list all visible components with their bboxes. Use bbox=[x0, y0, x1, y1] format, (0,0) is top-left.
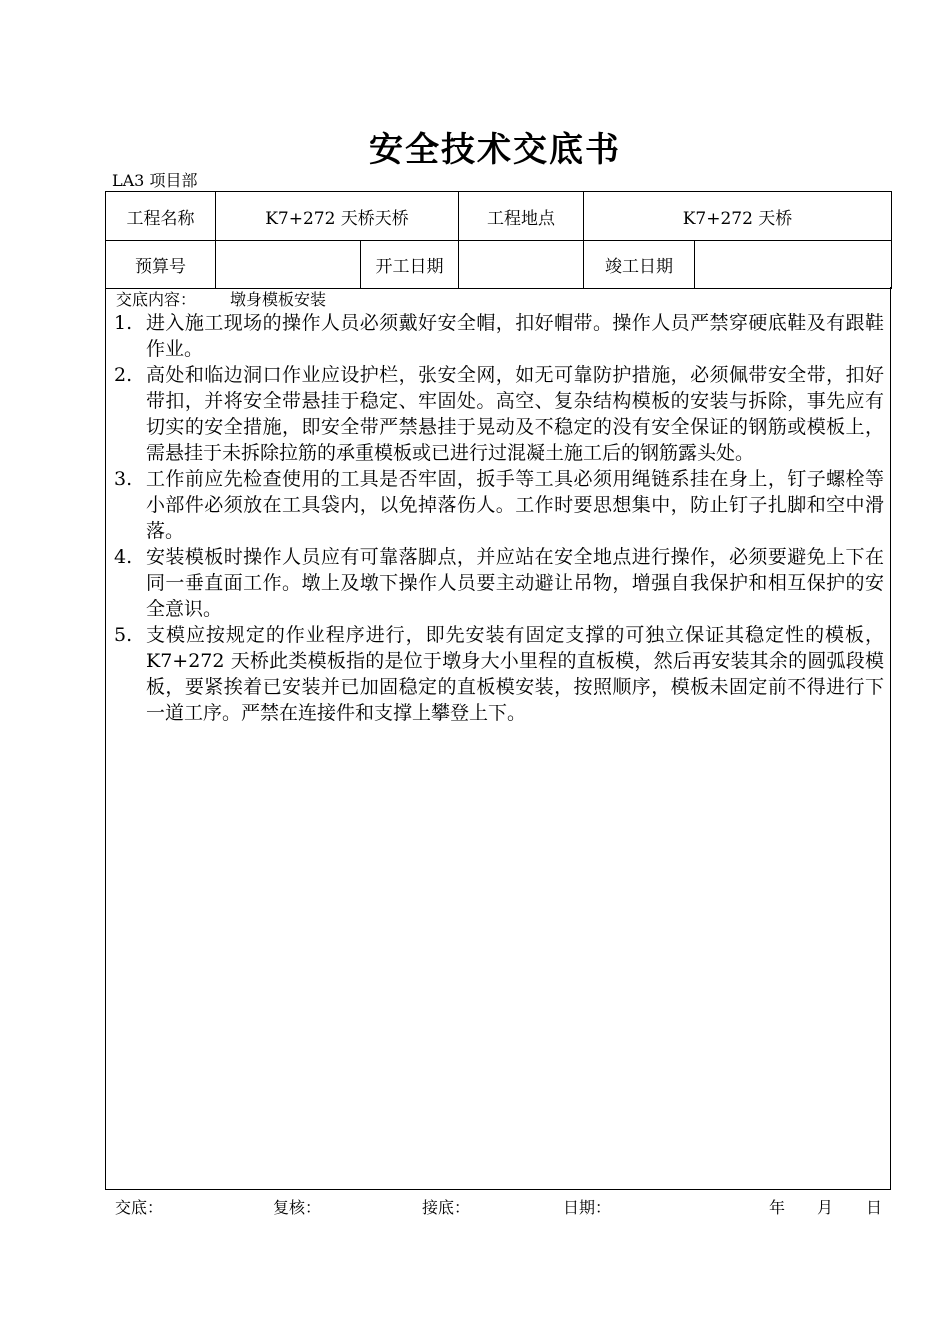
item-text: 工作前应先检查使用的工具是否牢固，扳手等工具必须用绳链系挂在身上，钉子螺栓等小部件必须放在工具袋内，以免掉落伤人。工作时要思想集中，防止钉子扎脚和空中滑落。 bbox=[146, 468, 884, 542]
briefer-label: 交底： bbox=[115, 1198, 164, 1217]
signature-footer bbox=[0, 1195, 950, 1217]
item-number: 5. bbox=[114, 624, 133, 646]
start-date-label: 开工日期 bbox=[361, 241, 459, 289]
department-label: LA3 项目部 bbox=[112, 171, 198, 190]
receiver-label: 接底： bbox=[422, 1198, 471, 1217]
list-item bbox=[114, 362, 884, 466]
item-number: 1. bbox=[114, 312, 133, 334]
table-row bbox=[106, 241, 892, 289]
start-date-value bbox=[459, 241, 584, 289]
project-info-table bbox=[105, 191, 892, 289]
list-item bbox=[114, 466, 884, 544]
year-label: 年 bbox=[769, 1198, 786, 1217]
budget-no-label: 预算号 bbox=[106, 241, 216, 289]
list-item bbox=[114, 310, 884, 362]
item-number: 2. bbox=[114, 364, 133, 386]
table-row bbox=[106, 192, 892, 241]
item-text: 高处和临边洞口作业应设护栏，张安全网，如无可靠防护措施，必须佩带安全带，扣好带扣，并将安全带悬挂于稳定、牢固处。高空、复杂结构模板的安装与拆除，事先应有切实的安全措施，即安全带严禁悬挂于晃动及不稳定的没有安全保证的钢筋或模板上，需悬挂于未拆除拉筋的承重模板或已进行过混凝土施工后的钢筋露头处。 bbox=[146, 364, 884, 464]
item-text: 进入施工现场的操作人员必须戴好安全帽，扣好帽带。操作人员严禁穿硬底鞋及有跟鞋作业。 bbox=[146, 312, 884, 360]
content-label: 交底内容： bbox=[116, 290, 197, 309]
day-label: 日 bbox=[866, 1198, 883, 1217]
item-number: 3. bbox=[114, 468, 133, 490]
list-item bbox=[114, 622, 884, 726]
project-location-value: K7+272 天桥 bbox=[584, 192, 892, 241]
end-date-value bbox=[695, 241, 892, 289]
briefing-content-box bbox=[105, 287, 891, 1190]
content-heading bbox=[116, 287, 326, 310]
date-label: 日期： bbox=[563, 1198, 612, 1217]
month-label: 月 bbox=[817, 1198, 834, 1217]
list-item bbox=[114, 544, 884, 622]
budget-no-value bbox=[216, 241, 361, 289]
project-location-label: 工程地点 bbox=[459, 192, 584, 241]
project-name-label: 工程名称 bbox=[106, 192, 216, 241]
end-date-label: 竣工日期 bbox=[584, 241, 695, 289]
content-topic: 墩身模板安装 bbox=[230, 290, 327, 309]
project-name-value: K7+272 天桥天桥 bbox=[216, 192, 459, 241]
item-text: 支模应按规定的作业程序进行，即先安装有固定支撑的可独立保证其稳定性的模板，K7+272 天桥此类模板指的是位于墩身大小里程的直板模，然后再安装其余的圆弧段模板，要紧挨着已安装并已加固稳定的直板模安装，按照顺序，模板未固定前不得进行下一道工序。严禁在连接件和支撑上攀登上下。 bbox=[146, 624, 884, 724]
item-text: 安装模板时操作人员应有可靠落脚点，并应站在安全地点进行操作，必须要避免上下在同一垂直面工作。墩上及墩下操作人员要主动避让吊物，增强自我保护和相互保护的安全意识。 bbox=[146, 546, 884, 620]
item-number: 4. bbox=[114, 546, 133, 568]
document-title: 安全技术交底书 bbox=[369, 130, 621, 170]
safety-items-list bbox=[114, 310, 884, 726]
reviewer-label: 复核： bbox=[273, 1198, 322, 1217]
